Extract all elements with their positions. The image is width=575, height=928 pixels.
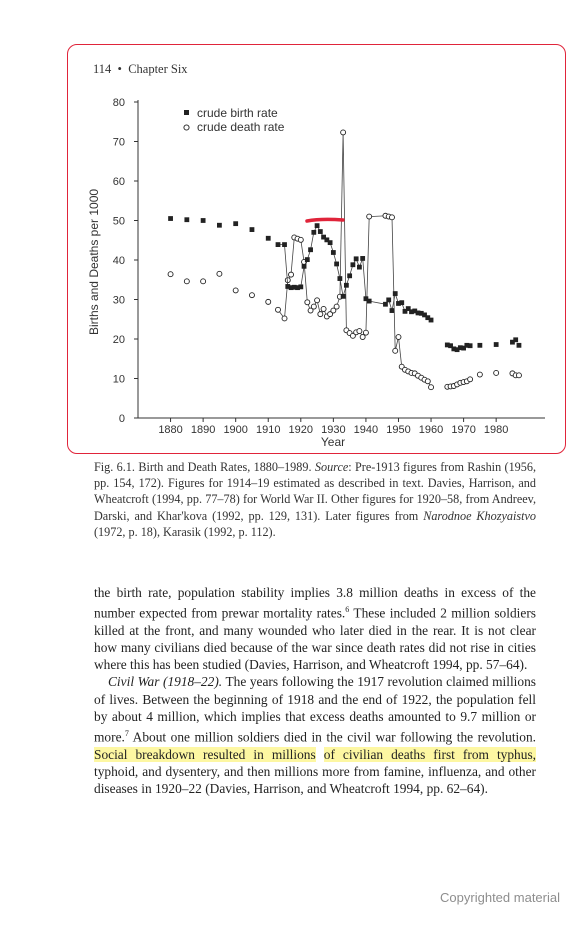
axes: [138, 100, 545, 418]
death-rate-point: [393, 348, 398, 353]
figure-title: Birth and Death Rates, 1880–1989.: [138, 460, 312, 474]
footnote-ref-7: 7: [124, 729, 129, 739]
death-rate-point: [201, 279, 206, 284]
paragraph-2-text: The years following the 1917 revolution claimed millions of lives. Between the beginning of 1918 and the end of 1922, the population fell by about 4 million, which implies that excess deaths amounted to 9.7 million or more.: [94, 674, 536, 745]
x-tick-label: 1900: [223, 424, 248, 436]
death-rate-point: [360, 335, 365, 340]
x-tick-label: 1960: [418, 424, 444, 436]
birth-rate-point: [282, 242, 287, 247]
y-tick-label: 0: [118, 413, 125, 425]
birth-rate-point: [233, 221, 238, 226]
death-rate-point: [276, 307, 281, 312]
death-rate-point: [315, 298, 320, 303]
birth-rate-point: [354, 256, 359, 261]
highlighted-text-1: Social breakdown resulted in millions: [94, 746, 316, 762]
paragraph-1-rest: These included 2 million soldiers killed at the front, and many wounded who later died in the rear. It is not clear how many civilians died because of the war since death rates did not rise in cities where this has been studied (Davies, Harrison, and Wheatcroft 1994, pp. 57–64).: [94, 605, 536, 673]
legend-birth-marker: [184, 110, 189, 115]
death-rate-point: [249, 293, 254, 298]
y-tick-label: 60: [112, 176, 125, 188]
y-axis-label: Births and Deaths per 1000: [87, 188, 101, 336]
death-rate-point: [367, 214, 372, 219]
death-rate-point: [217, 271, 222, 276]
x-tick-label: 1910: [255, 424, 281, 436]
death-rate-point: [425, 379, 430, 384]
x-tick-label: 1970: [451, 424, 476, 436]
birth-rate-point: [494, 342, 499, 347]
y-tick-label: 50: [112, 215, 125, 228]
birth-rate-point: [513, 337, 518, 342]
death-rate-point: [357, 329, 362, 334]
death-rate-point: [282, 316, 287, 321]
death-rate-point: [334, 304, 339, 309]
death-rate-point: [321, 306, 326, 311]
death-rate-point: [289, 272, 294, 277]
x-ticks: [158, 418, 508, 436]
y-tick-label: 30: [112, 294, 125, 307]
y-tick-label: 70: [112, 136, 125, 149]
death-rate-series: [168, 130, 521, 390]
birth-rate-point: [347, 273, 352, 278]
death-rate-point: [266, 299, 271, 304]
birth-death-chart: [0, 0, 575, 460]
paragraph-1: [94, 584, 536, 673]
birth-rate-point: [334, 262, 339, 267]
y-ticks: [113, 97, 138, 425]
birth-rate-point: [311, 230, 316, 235]
birth-rate-point: [331, 250, 336, 255]
legend-death-marker: [184, 125, 189, 130]
death-rate-point: [298, 237, 303, 242]
birth-rate-point: [298, 284, 303, 289]
death-rate-point: [494, 370, 499, 375]
death-rate-point: [318, 312, 323, 317]
figure-number: Fig. 6.1.: [94, 460, 135, 474]
figure-caption: [94, 459, 536, 540]
birth-rate-point: [390, 308, 395, 313]
birth-rate-point: [276, 242, 281, 247]
death-rate-point: [396, 335, 401, 340]
birth-rate-point: [429, 318, 434, 323]
x-tick-label: 1980: [483, 424, 509, 436]
separator-bullet: •: [117, 62, 122, 76]
legend-birth-label: crude birth rate: [197, 106, 278, 120]
paragraph-2-space: [316, 747, 324, 762]
paragraph-1-text: the birth rate, population stability implies 3.8 million deaths in excess of the number expected from prewar mortality rates.: [94, 585, 536, 621]
caption-italic-reference: Narodnoe Khozyaistvo: [423, 508, 536, 523]
section-heading-civil-war: Civil War (1918–22).: [108, 674, 223, 690]
legend-death-label: crude death rate: [197, 120, 285, 134]
y-tick-label: 40: [112, 255, 125, 267]
birth-rate-point: [360, 256, 365, 261]
birth-rate-point: [357, 265, 362, 270]
birth-rate-point: [383, 302, 388, 307]
birth-rate-point: [305, 257, 310, 262]
birth-rate-point: [266, 236, 271, 241]
birth-rate-point: [386, 297, 391, 302]
birth-rate-point: [367, 299, 372, 304]
death-rate-point: [468, 377, 473, 382]
birth-rate-point: [250, 227, 255, 232]
birth-rate-point: [344, 283, 349, 288]
death-rate-point: [363, 330, 368, 335]
x-tick-label: 1880: [158, 424, 183, 436]
death-rate-point: [477, 372, 482, 377]
birth-rate-point: [308, 247, 313, 252]
page-number: 114: [93, 62, 112, 76]
death-rate-point: [184, 279, 189, 284]
x-tick-label: 1930: [321, 424, 346, 436]
x-axis-label: Year: [320, 435, 346, 449]
y-tick-label: 20: [112, 334, 125, 346]
birth-rate-point: [217, 223, 222, 228]
x-tick-label: 1950: [386, 424, 411, 436]
birth-rate-point: [201, 218, 206, 223]
death-rate-point: [233, 288, 238, 293]
birth-rate-point: [318, 229, 323, 234]
red-underline-annotation: [307, 219, 343, 221]
birth-rate-point: [337, 276, 342, 281]
paragraph-2: [94, 673, 536, 797]
body-text: [94, 584, 536, 797]
copyright-notice: Copyrighted material: [440, 890, 560, 905]
caption-text-2: (1972, p. 18), Karasik (1992, p. 112).: [94, 524, 276, 539]
birth-rate-point: [393, 291, 398, 296]
birth-rate-point: [477, 343, 482, 348]
x-tick-label: 1920: [288, 424, 314, 436]
paragraph-2-text-b: About one million soldiers died in the civil war following the revolution.: [128, 729, 536, 745]
birth-rate-point: [350, 262, 355, 267]
death-rate-point: [516, 373, 521, 378]
birth-rate-point: [315, 223, 320, 228]
caption-text-1: : Pre-1913 figures from Rashin (1956, pp. 154, 172). Figures for 1914–19 estimated as described in text. Davies, Harrison, and Wheatcroft (1994, pp. 77–78) for World War II. Other figures for 1920–58, from Andreev, Darski, and Khar'kova (1992, pp. 129, 131). Later figures from: [94, 460, 536, 523]
birth-rate-point: [468, 343, 473, 348]
birth-rate-point: [302, 264, 307, 269]
death-rate-point: [389, 215, 394, 220]
birth-rate-point: [341, 294, 346, 299]
death-rate-point: [341, 130, 346, 135]
footnote-ref-6: 6: [345, 605, 350, 615]
y-tick-label: 80: [112, 97, 125, 109]
source-label: Source: [314, 460, 349, 474]
x-tick-label: 1940: [353, 424, 379, 436]
death-rate-point: [311, 304, 316, 309]
death-rate-point: [429, 385, 434, 390]
birth-rate-point: [399, 300, 404, 305]
birth-rate-point: [168, 216, 173, 221]
birth-rate-point: [184, 217, 189, 222]
highlighted-text-2: of civilian deaths first from typhus,: [323, 746, 536, 762]
birth-rate-point: [328, 240, 333, 245]
birth-rate-point: [517, 343, 522, 348]
y-tick-label: 10: [112, 373, 125, 386]
death-rate-point: [305, 300, 310, 305]
paragraph-2-rest: typhoid, and dysentery, and then millions more from famine, influenza, and other diseases in 1920–22 (Davies, Harrison, and Wheatcroft 1994, pp. 62–64).: [94, 763, 536, 797]
death-rate-point: [168, 272, 173, 277]
chapter-title: Chapter Six: [128, 62, 188, 76]
legend: [184, 106, 285, 134]
x-tick-label: 1890: [190, 424, 216, 436]
